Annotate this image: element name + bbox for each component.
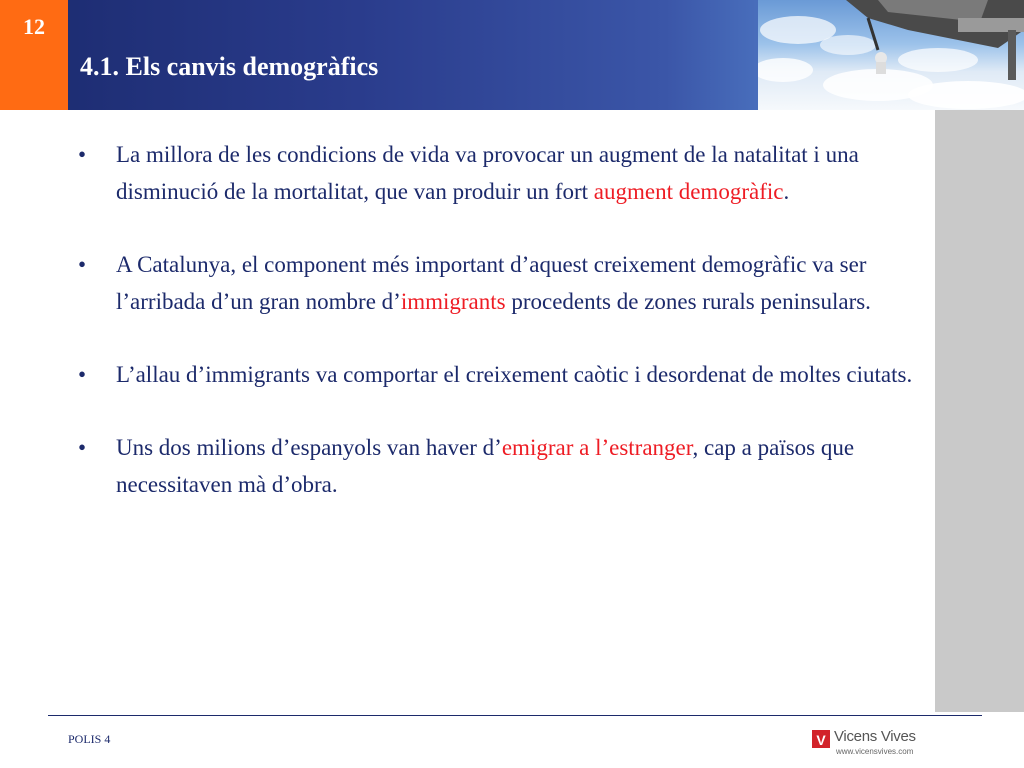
header-space-photo	[758, 0, 1024, 110]
bullet-icon: •	[78, 142, 87, 167]
logo-mark-icon: V	[812, 730, 830, 748]
bullet-icon: •	[78, 362, 87, 387]
slide-number-box	[0, 0, 68, 110]
space-station-image	[758, 0, 1024, 110]
bullet-list	[72, 136, 928, 503]
right-sidebar	[935, 110, 1024, 712]
bullet-text: L’allau d’immigrants va comportar el creixement caòtic i desordenat de moltes ciutats.	[116, 362, 913, 387]
bullet-text-end: , cap a països que necessitaven mà d’obra.	[116, 435, 855, 497]
vicens-vives-logo	[812, 728, 924, 760]
slide-content	[72, 136, 928, 539]
footer-label: POLIS 4	[68, 732, 111, 746]
footer-divider	[48, 715, 982, 716]
bullet-icon: •	[78, 252, 87, 277]
bullet-highlight: augment demogràfic	[593, 179, 784, 204]
bullet-text: A Catalunya, el component més important d’aquest creixement demogràfic va ser l’arribada d’un gran nombre d’	[116, 252, 867, 314]
slide-title: 4.1. Els canvis demogràfics	[80, 52, 379, 81]
bullet-text-end: .	[783, 179, 790, 204]
logo-name: Vicens Vives	[834, 728, 916, 745]
bullet-highlight: emigrar a l’estranger	[501, 435, 693, 460]
bullet-text: Uns dos milions d’espanyols van haver d’	[116, 435, 502, 460]
logo-url: www.vicensvives.com	[836, 747, 914, 756]
bullet-item	[72, 136, 928, 210]
bullet-icon: •	[78, 435, 87, 460]
slide-header	[0, 0, 1024, 110]
bullet-text: La millora de les condicions de vida va provocar un augment de la natalitat i una disminució de la mortalitat, que van produir un fort	[116, 142, 859, 204]
bullet-item	[72, 356, 928, 393]
bullet-text-end: procedents de zones rurals peninsulars.	[505, 289, 871, 314]
slide-number: 12	[23, 14, 45, 39]
bullet-item	[72, 429, 928, 503]
bullet-highlight: immigrants	[400, 289, 506, 314]
bullet-item	[72, 246, 928, 320]
